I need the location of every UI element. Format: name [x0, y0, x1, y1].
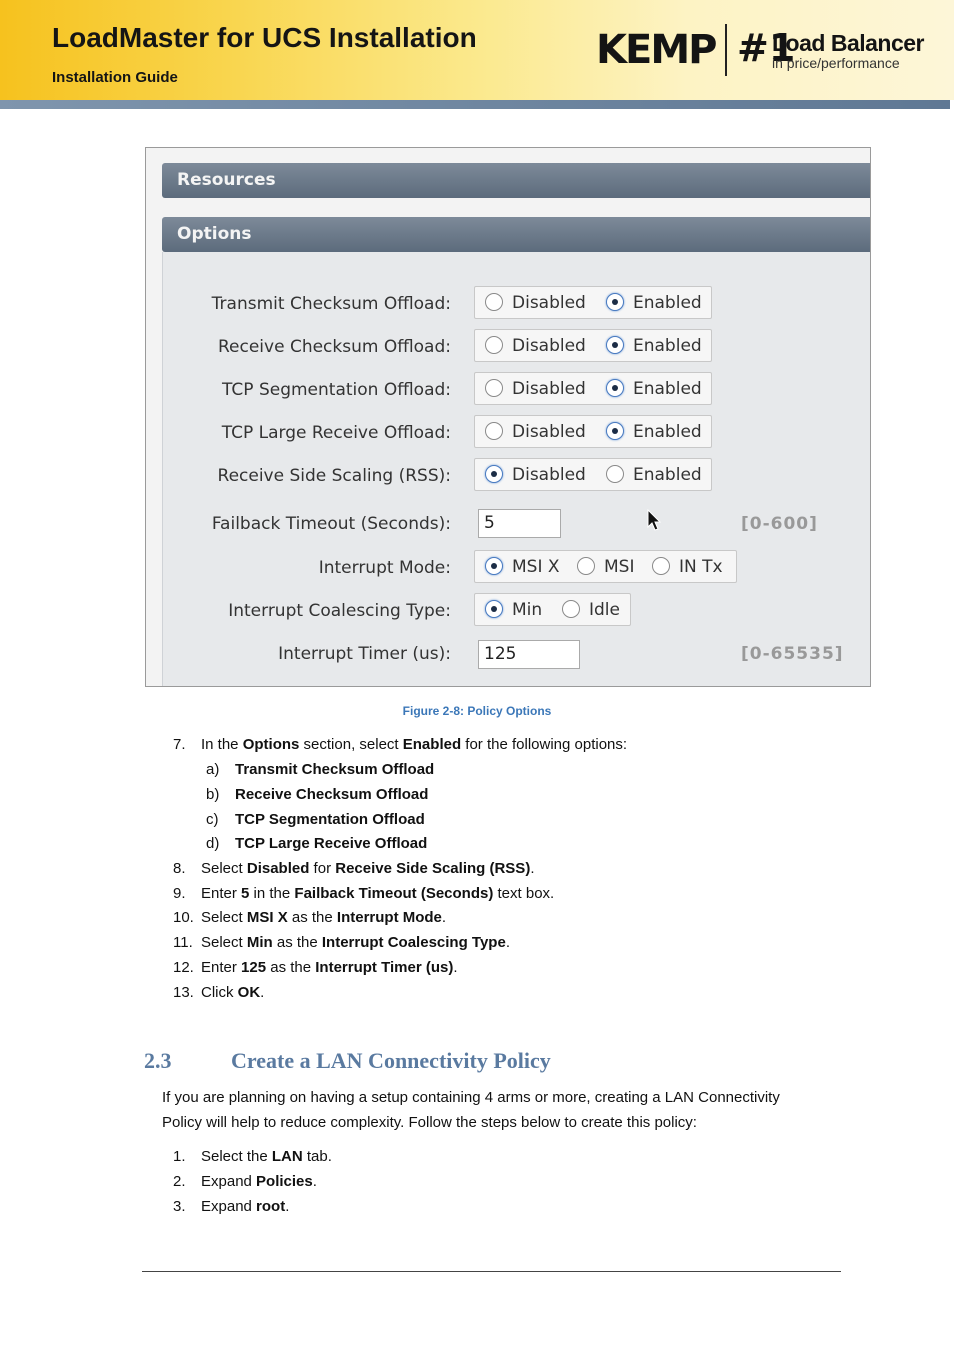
- radio-option-enabled[interactable]: Enabled: [606, 422, 702, 442]
- radio-option-enabled[interactable]: Enabled: [606, 465, 702, 485]
- radio-selected-icon: [485, 557, 503, 575]
- option-radio-group: [474, 286, 712, 319]
- radio-unselected-icon: [485, 336, 503, 354]
- coalescing-type-label: Interrupt Coalescing Type:: [228, 601, 451, 621]
- section-title: Create a LAN Connectivity Policy: [231, 1048, 551, 1073]
- interrupt-timer-input[interactable]: 125: [478, 640, 580, 669]
- option-radio-group: [474, 415, 712, 448]
- logo-divider: [725, 24, 727, 76]
- options-section-bar[interactable]: Options: [162, 217, 870, 252]
- options-panel: [162, 252, 871, 686]
- interrupt-timer-label: Interrupt Timer (us):: [278, 644, 451, 664]
- radio-option-enabled[interactable]: Enabled: [606, 336, 702, 356]
- radio-option-disabled[interactable]: Disabled: [485, 465, 586, 485]
- failback-timeout-input[interactable]: 5: [478, 509, 561, 538]
- radio-selected-icon: [606, 422, 624, 440]
- interrupt-mode-msi[interactable]: MSI: [577, 557, 634, 577]
- option-radio-group: [474, 329, 712, 362]
- sub-step: a) Transmit Checksum Offload: [206, 761, 435, 778]
- radio-option-disabled[interactable]: Disabled: [485, 422, 586, 442]
- radio-selected-icon: [485, 465, 503, 483]
- section-step-3: 3. Expand root.: [173, 1198, 290, 1215]
- radio-unselected-icon: [577, 557, 595, 575]
- option-row-label: Receive Side Scaling (RSS):: [217, 466, 451, 486]
- tagline-sub: in price/performance: [772, 55, 900, 71]
- option-row-label: TCP Segmentation Offload:: [222, 380, 451, 400]
- sub-step: c) TCP Segmentation Offload: [206, 811, 425, 828]
- radio-unselected-icon: [652, 557, 670, 575]
- interrupt-mode-label: Interrupt Mode:: [318, 558, 451, 578]
- radio-selected-icon: [485, 600, 503, 618]
- step-9: 9. Enter 5 in the Failback Timeout (Seconds) text box.: [173, 885, 555, 902]
- radio-selected-icon: [606, 336, 624, 354]
- coalescing-min[interactable]: Min: [485, 600, 542, 620]
- policy-options-screenshot: [145, 147, 871, 687]
- footer-rule: [142, 1271, 841, 1272]
- radio-selected-icon: [606, 379, 624, 397]
- radio-option-disabled[interactable]: Disabled: [485, 379, 586, 399]
- header-bar: [0, 100, 950, 109]
- step-12: 12. Enter 125 as the Interrupt Timer (us).: [173, 959, 458, 976]
- option-row-label: TCP Large Receive Offload:: [221, 423, 451, 443]
- radio-unselected-icon: [485, 293, 503, 311]
- section-paragraph-line-2: Policy will help to reduce complexity. Follow the steps below to create this policy:: [162, 1114, 697, 1131]
- step-10: 10. Select MSI X as the Interrupt Mode.: [173, 909, 447, 926]
- interrupt-mode-msix[interactable]: MSI X: [485, 557, 560, 577]
- section-step-1: 1. Select the LAN tab.: [173, 1148, 332, 1165]
- interrupt-mode-intx[interactable]: IN Tx: [652, 557, 723, 577]
- radio-selected-icon: [606, 293, 624, 311]
- option-radio-group: [474, 372, 712, 405]
- tagline-main: Load Balancer: [772, 30, 924, 56]
- interrupt-timer-range: [0-65535]: [741, 644, 844, 664]
- failback-timeout-label: Failback Timeout (Seconds):: [211, 514, 451, 534]
- coalescing-type-group: [474, 593, 631, 626]
- document-header: [0, 0, 954, 100]
- radio-unselected-icon: [485, 379, 503, 397]
- mouse-cursor-icon: [647, 509, 663, 533]
- step-8: 8. Select Disabled for Receive Side Scaling (RSS).: [173, 860, 535, 877]
- sub-step: d) TCP Large Receive Offload: [206, 835, 428, 852]
- document-title: LoadMaster for UCS Installation: [52, 22, 477, 53]
- section-number: 2.3: [144, 1048, 172, 1073]
- coalescing-idle[interactable]: Idle: [562, 600, 620, 620]
- kemp-logo: KEMP: [596, 27, 716, 73]
- failback-timeout-range: [0-600]: [741, 514, 818, 534]
- interrupt-mode-group: [474, 550, 737, 583]
- radio-option-enabled[interactable]: Enabled: [606, 379, 702, 399]
- radio-unselected-icon: [606, 465, 624, 483]
- resources-section-bar[interactable]: Resources: [162, 163, 870, 198]
- radio-option-enabled[interactable]: Enabled: [606, 293, 702, 313]
- document-subtitle: Installation Guide: [52, 69, 178, 86]
- figure-caption: Figure 2-8: Policy Options: [402, 704, 552, 718]
- step-11: 11. Select Min as the Interrupt Coalescing Type.: [173, 934, 510, 951]
- sub-step: b) Receive Checksum Offload: [206, 786, 429, 803]
- section-paragraph-line-1: If you are planning on having a setup containing 4 arms or more, creating a LAN Connectivity: [162, 1089, 780, 1106]
- radio-unselected-icon: [485, 422, 503, 440]
- option-row-label: Receive Checksum Offload:: [217, 337, 451, 357]
- section-step-2: 2. Expand Policies.: [173, 1173, 317, 1190]
- option-radio-group: [474, 458, 712, 491]
- tagline-number: #1: [737, 26, 796, 70]
- radio-unselected-icon: [562, 600, 580, 618]
- option-row-label: Transmit Checksum Offload:: [211, 294, 451, 314]
- radio-option-disabled[interactable]: Disabled: [485, 293, 586, 313]
- step-7: 7. In the Options section, select Enabled for the following options:: [173, 736, 628, 753]
- step-13: 13. Click OK.: [173, 984, 265, 1001]
- radio-option-disabled[interactable]: Disabled: [485, 336, 586, 356]
